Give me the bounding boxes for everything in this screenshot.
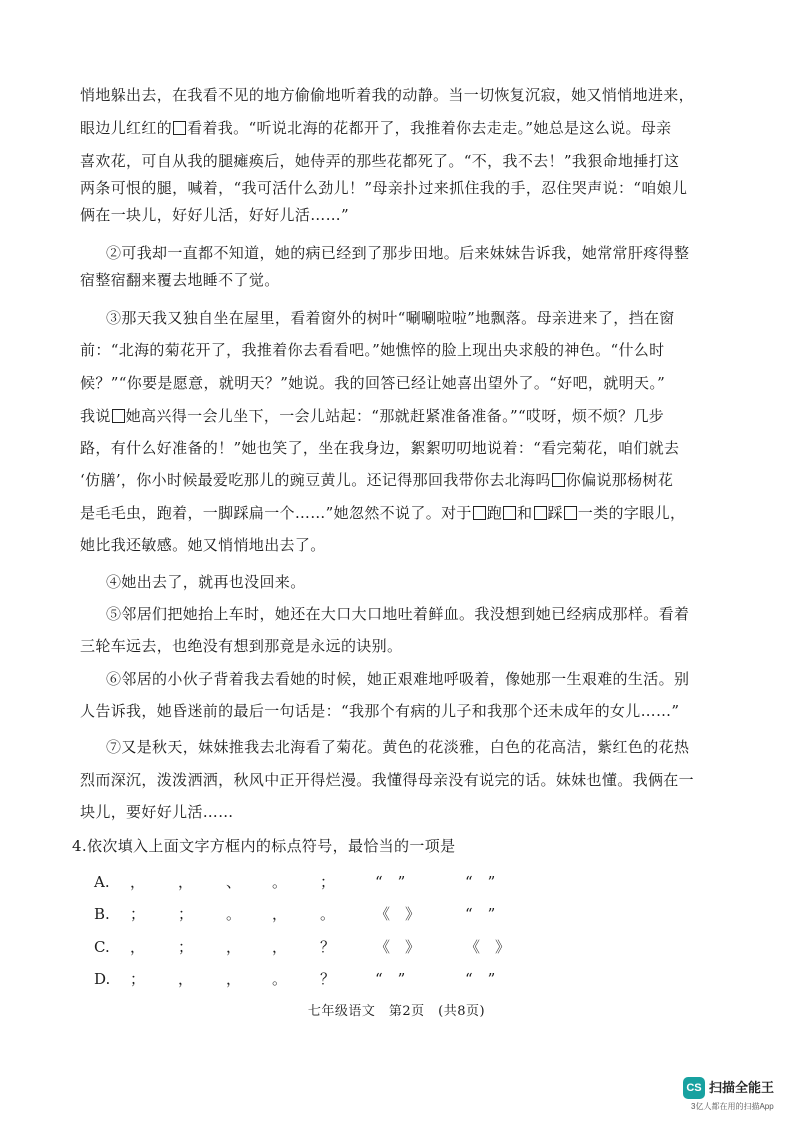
blank-box — [473, 506, 486, 520]
option-mark: 《 》 — [375, 905, 421, 923]
option-mark: ， — [178, 873, 194, 891]
camscanner-logo-icon: CS — [683, 1077, 705, 1099]
passage-line: 是毛毛虫，跑着，一脚踩扁一个……”她忽然不说了。对于 跑 和 踩 一类的字眼儿， — [80, 504, 686, 522]
passage-line: ⑦又是秋天，妹妹推我去北海看了菊花。黄色的花淡雅，白色的花高洁，紫红色的花热 — [106, 738, 690, 756]
watermark-subtitle: 3亿人都在用的扫描App — [691, 1102, 774, 1111]
passage-line: ‘仿膳’，你小时候最爱吃那儿的豌豆黄儿。还记得那回我带你去北海吗 你偏说那杨树花 — [80, 471, 674, 489]
option-mark: ， — [178, 970, 194, 988]
option-label: D. — [94, 970, 111, 988]
option-mark: 《 》 — [465, 938, 511, 956]
option-mark: ？ — [320, 938, 336, 956]
option-mark: 。 — [226, 905, 242, 923]
passage-line: ⑤邻居们把她抬上车时，她还在大口大口地吐着鲜血。我没想到她已经病成那样。看着 — [106, 605, 690, 623]
blank-box — [173, 121, 186, 135]
option-mark: ； — [178, 938, 194, 956]
option-mark: 《 》 — [375, 938, 421, 956]
option-mark: “ ” — [465, 873, 496, 891]
option-mark: 。 — [272, 970, 288, 988]
blank-box — [564, 506, 577, 520]
option-mark: ； — [130, 905, 146, 923]
blank-box — [534, 506, 547, 520]
option-mark: ， — [272, 905, 288, 923]
passage-line: 悄地躲出去，在我看不见的地方偷偷地听着我的动静。当一切恢复沉寂，她又悄悄地进来， — [80, 86, 695, 104]
passage-line: ⑥邻居的小伙子背着我去看她的时候，她正艰难地呼吸着，像她那一生艰难的生活。别 — [106, 670, 690, 688]
passage-line: 眼边儿红红的 看着我。“听说北海的花都开了，我推着你去走走。”她总是这么说。母亲 — [80, 119, 672, 137]
option-mark: ， — [226, 938, 242, 956]
option-mark: ； — [130, 970, 146, 988]
passage-line: 路，有什么好准备的！”她也笑了，坐在我身边，絮絮叨叨地说着：“看完菊花，咱们就去 — [80, 439, 680, 457]
passage-line: ③那天我又独自坐在屋里，看着窗外的树叶“唰唰啦啦”地飘落。母亲进来了，挡在窗 — [106, 309, 675, 327]
passage-line: 她比我还敏感。她又悄悄地出去了。 — [80, 536, 326, 554]
option-mark: ， — [226, 970, 242, 988]
passage-line: 块儿，要好好儿活…… — [80, 803, 234, 821]
passage-line: ②可我却一直都不知道，她的病已经到了那步田地。后来妹妹告诉我，她常常肝疼得整 — [106, 244, 690, 262]
passage-line: 三轮车远去，也绝没有想到那竟是永远的诀别。 — [80, 637, 403, 655]
passage-line: 人告诉我，她昏迷前的最后一句话是：“我那个有病的儿子和我那个还未成年的女儿……” — [80, 702, 680, 720]
passage-line: 两条可恨的腿，喊着，“我可活什么劲儿！”母亲扑过来抓住我的手，忍住哭声说：“咱娘儿 — [80, 179, 688, 197]
option-label: A. — [94, 873, 110, 891]
option-mark: 、 — [226, 873, 242, 891]
option-mark: 。 — [320, 905, 336, 923]
passage-line: 烈而深沉，泼泼洒洒，秋风中正开得烂漫。我懂得母亲没有说完的话。妹妹也懂。我俩在一 — [80, 771, 695, 789]
option-mark: ？ — [320, 970, 336, 988]
option-mark: ； — [320, 873, 336, 891]
page-footer: 七年级语文 第2页 (共8页) — [307, 1004, 486, 1019]
option-label: B. — [94, 905, 110, 923]
passage-line: 前：“北海的菊花开了，我推着你去看看吧。”她憔悴的脸上现出央求般的神色。“什么时 — [80, 341, 665, 359]
blank-box — [503, 506, 516, 520]
option-mark: “ ” — [465, 905, 496, 923]
passage-line: 我说 她高兴得一会儿坐下，一会儿站起：“那就赶紧准备准备。”“哎呀，烦不烦？几步 — [80, 407, 665, 425]
option-mark: ， — [272, 938, 288, 956]
option-mark: ； — [178, 905, 194, 923]
passage-line: 喜欢花，可自从我的腿瘫痪后，她侍弄的那些花都死了。“不，我不去！”我狠命地捶打这 — [80, 152, 680, 170]
passage-line: ④她出去了，就再也没回来。 — [106, 573, 306, 591]
option-mark: “ ” — [375, 970, 406, 988]
option-mark: “ ” — [465, 970, 496, 988]
blank-box — [112, 409, 125, 423]
option-label: C. — [94, 938, 110, 956]
passage-line: 候？”“你要是愿意，就明天？”她说。我的回答已经让她喜出望外了。“好吧，就明天。” — [80, 374, 666, 392]
passage-line: 俩在一块儿，好好儿活，好好儿活……” — [80, 206, 349, 224]
watermark-title: 扫描全能王 — [709, 1080, 775, 1095]
blank-box — [552, 473, 565, 487]
option-mark: ， — [130, 938, 146, 956]
passage-line: 宿整宿翻来覆去地睡不了觉。 — [80, 271, 280, 289]
option-mark: ， — [130, 873, 146, 891]
question-stem: 4.依次填入上面文字方框内的标点符号，最恰当的一项是 — [72, 837, 456, 855]
option-mark: 。 — [272, 873, 288, 891]
option-mark: “ ” — [375, 873, 406, 891]
